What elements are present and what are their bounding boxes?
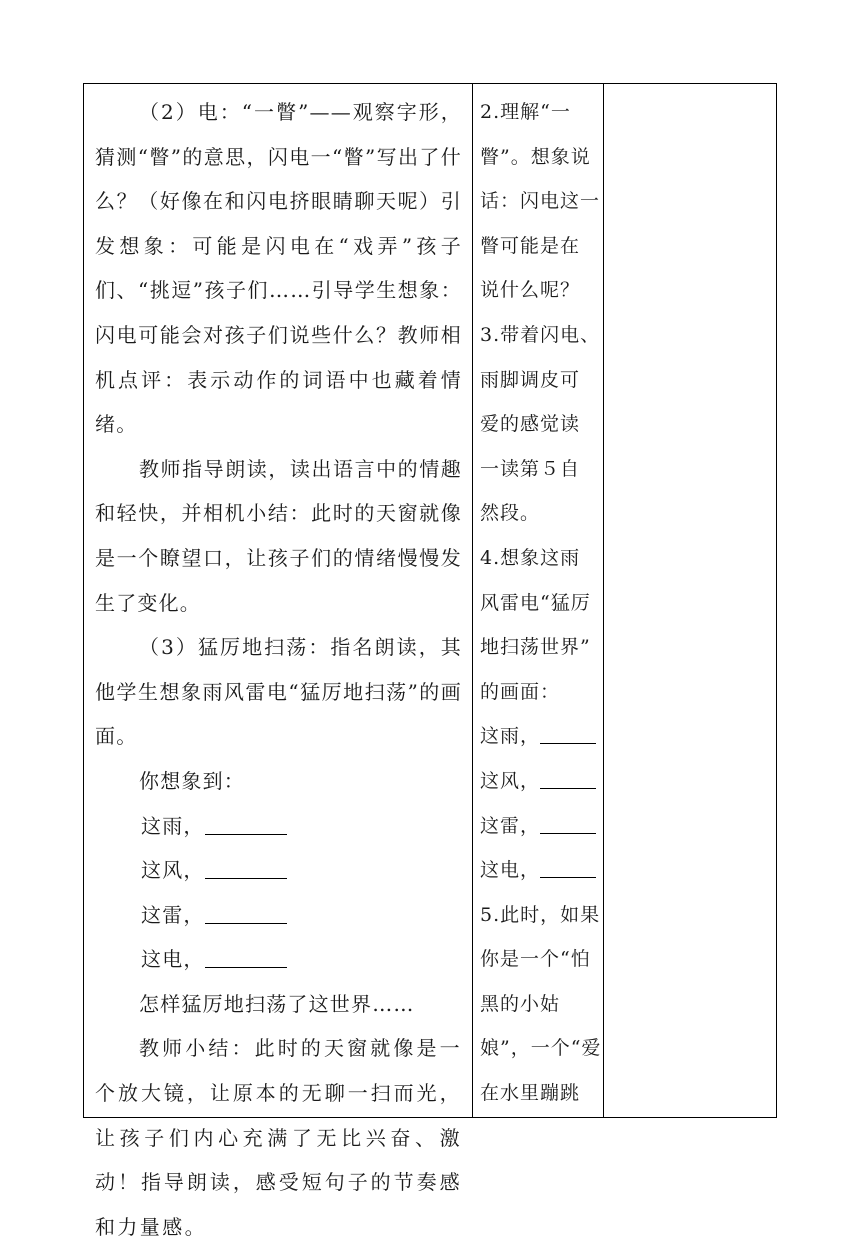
fill-in-lightning (95, 937, 462, 982)
fill-label: 这风， (480, 769, 541, 792)
activity-line: 的画面： (480, 680, 561, 703)
fill-in-rain (95, 804, 462, 849)
paragraph-reading-guidance: 教师指导朗读，读出语言中的情趣和轻快，并相机小结：此时的天窗就像是一个瞭望口，让孩子们的情绪慢慢发生了变化。 (95, 456, 462, 615)
fill-blank (205, 814, 287, 835)
fill-blank (205, 858, 287, 879)
fill-blank (540, 857, 596, 878)
side-fill-thunder (480, 804, 599, 849)
activity-line: 风雷电“猛厉 (480, 591, 591, 614)
activity-line: 话：闪电这一 (480, 190, 601, 213)
fill-in-thunder (95, 893, 462, 938)
imagine-prompt: 你想象到： (139, 768, 245, 793)
activity-line: 2.理解“一 (480, 101, 571, 123)
activity-line: 说什么呢？ (480, 279, 581, 302)
side-fill-wind (480, 759, 599, 804)
fill-label: 这雨， (141, 813, 205, 838)
activity-line: 5.此时，如果 (480, 903, 601, 926)
student-activity-column (473, 84, 604, 1117)
fill-label: 这雷， (141, 902, 205, 927)
fill-blank (205, 947, 287, 968)
activity-line: 瞥可能是在 (480, 234, 581, 257)
fill-blank (540, 723, 596, 744)
activity-line: 雨脚调皮可 (480, 368, 581, 391)
paragraph-sweeping: （3）猛厉地扫荡：指名朗读，其他学生想象雨风雷电“猛厉地扫荡”的画面。 (95, 635, 462, 749)
paragraph-lightning-glance: （2）电：“一瞥”——观察字形，猜测“瞥”的意思，闪电一“瞥”写出了什么？（好像在和闪电挤眼睛聊天呢）引发想象：可能是闪电在“戏弄”孩子们、“挑逗”孩子们……引导学生想象：闪电可能会对孩子们说些什么？教师相机点评：表示动作的词语中也藏着情绪。 (95, 100, 462, 437)
fill-in-wind (95, 848, 462, 893)
activity-line: 地扫荡世界” (480, 636, 591, 659)
activity-line: 爱的感觉读 (480, 413, 581, 436)
fill-blank (540, 813, 596, 834)
teaching-process-column (84, 84, 473, 1239)
activity-line: 4.想象这雨 (480, 546, 581, 569)
activity-line: 一读第５自 (480, 457, 581, 480)
activity-line: 在水里蹦跳 (480, 1082, 581, 1105)
notes-column (604, 84, 776, 1117)
activity-line: 你是一个“怕 (480, 948, 591, 971)
activity-line: 3.带着闪电、 (480, 323, 601, 346)
activity-line: 然段。 (480, 502, 541, 525)
fill-blank (205, 903, 287, 924)
side-fill-lightning (480, 848, 599, 893)
fill-label: 这电， (141, 947, 205, 972)
paragraph-teacher-summary: 教师小结：此时的天窗就像是一个放大镜，让原本的无聊一扫而光，让孩子们内心充满了无比兴奋、激动！指导朗读，感受短句子的节奏感和力量感。 (95, 1036, 462, 1239)
fill-label: 这风， (141, 858, 205, 883)
lesson-table (83, 83, 777, 1239)
fill-label: 这雨， (480, 725, 541, 748)
paragraph-how-sweep: 怎样猛厉地扫荡了这世界…… (139, 991, 415, 1016)
activity-line: 瞥”。想象说 (480, 145, 591, 168)
activity-line: 娘”，一个“爱 (480, 1037, 602, 1060)
fill-label: 这电， (480, 859, 541, 882)
side-fill-rain (480, 714, 599, 759)
fill-blank (540, 768, 596, 789)
fill-label: 这雷， (480, 814, 541, 837)
activity-line: 黑的小姑 (480, 992, 561, 1015)
